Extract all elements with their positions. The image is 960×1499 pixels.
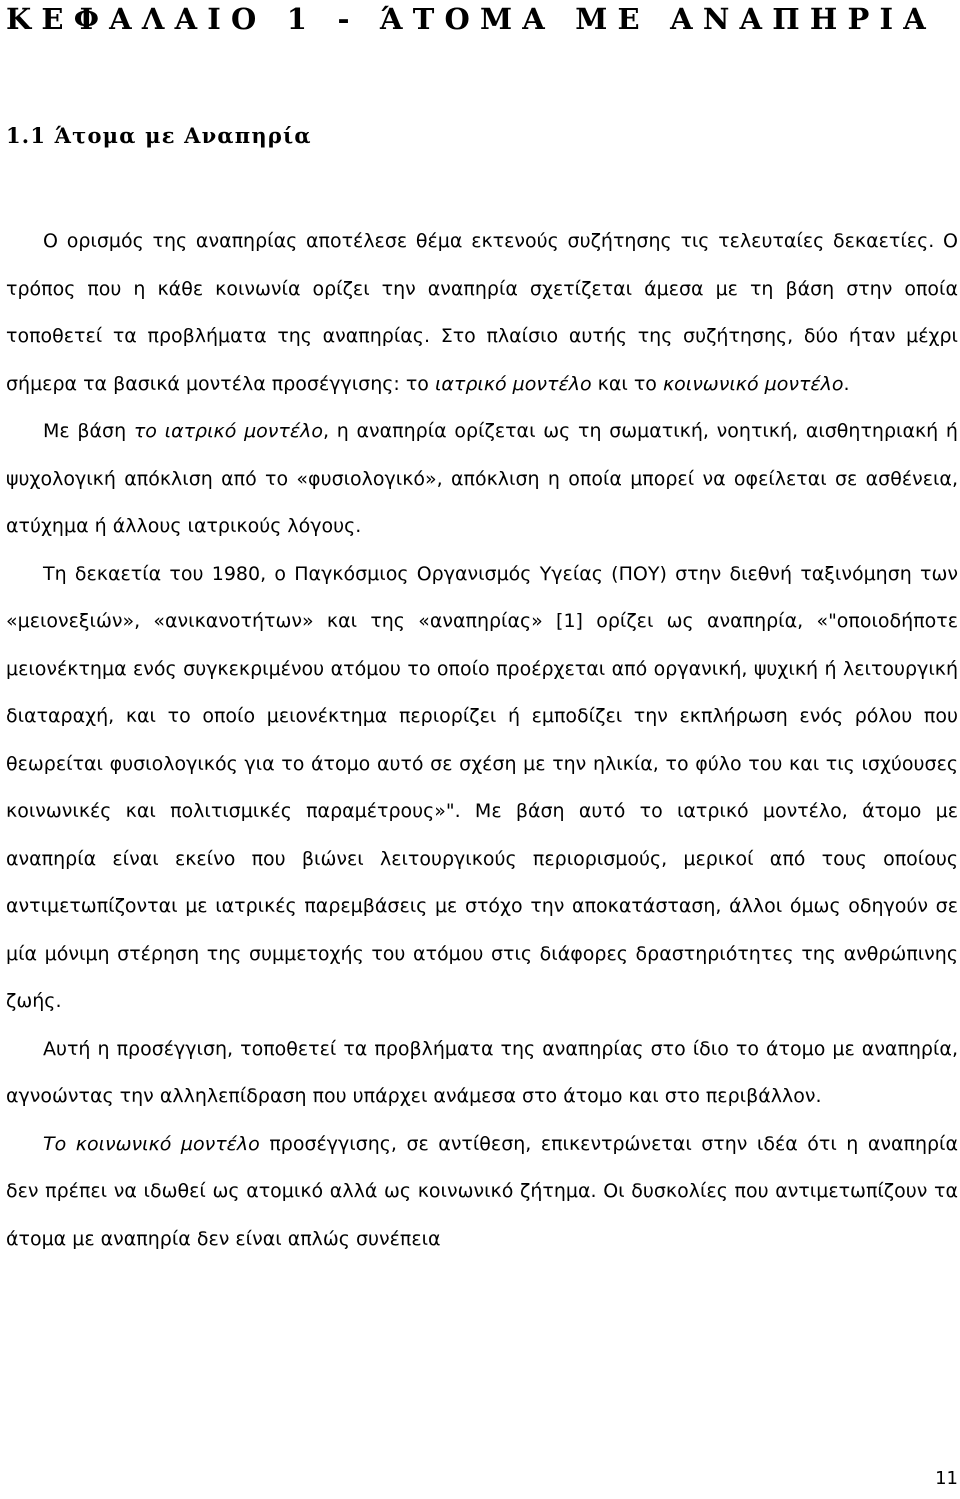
paragraph-medical-model: [6, 408, 958, 551]
italic-term-social-model: κοινωνικό μοντέλο: [662, 372, 844, 395]
text-run: Τη δεκαετία του 1980, ο Παγκόσμιος Οργανισμός Υγείας (ΠΟΥ) στην διεθνή ταξινόμηση των «μειονεξιών», «ανικανοτήτων» και της «αναπηρίας» [1] ορίζει ως αναπηρία, «"οποιοδήποτε μειονέκτημα ενός συγκεκριμένου ατόμου το οποίο προέρχεται από οργανική, ψυχική ή λειτουργική διαταραχή, και το οποίο μειονέκτημα περιορίζει ή εμποδίζει την εκπλήρωση ενός ρόλου που θεωρείται φυσιολογικός για το άτομο αυτό σε σχέση με την ηλικία, το φύλο του και τις ισχύουσες κοινωνικές και πολιτισμικές παραμέτρους»". Με βάση αυτό το ιατρικό μοντέλο, άτομο με αναπηρία είναι εκείνο που βιώνει λειτουργικούς περιορισμούς, μερικοί από τους οποίους αντιμετωπίζονται με ιατρικές παρεμβάσεις με στόχο την αποκατάσταση, άλλοι όμως οδηγούν σε μία μόνιμη στέρηση της συμμετοχής του ατόμου στις διάφορες δραστηριότητες της ανθρώπινης ζωής.: [6, 562, 958, 1012]
paragraph-approach: [6, 1026, 958, 1121]
paragraph-definition-intro: [6, 218, 958, 408]
paragraph-who-definition: [6, 551, 958, 1026]
italic-term-medical-model: το ιατρικό μοντέλο: [133, 420, 323, 442]
text-run: .: [843, 372, 850, 395]
italic-term-medical-model: ιατρικό μοντέλο: [434, 372, 592, 395]
text-run: Ο ορισμός της αναπηρίας αποτέλεσε θέμα εκτενούς συζήτησης τις τελευταίες δεκαετίες. Ο τρόπος που η κάθε κοινωνία ορίζει την αναπηρία σχετίζεται άμεσα με τη βάση στην οποία τοποθετεί τα προβλήματα της αναπηρίας. Στο πλαίσιο αυτής της συζήτησης, δύο ήταν μέχρι σήμερα τα βασικά μοντέλα προσέγγισης: το: [6, 230, 958, 395]
page-number: 11: [935, 1468, 958, 1489]
paragraph-social-model: [6, 1121, 958, 1264]
text-run: Με βάση: [43, 420, 134, 442]
italic-term-social-model: Το κοινωνικό μοντέλο: [43, 1132, 260, 1155]
text-run: Αυτή η προσέγγιση, τοποθετεί τα προβλήματα της αναπηρίας στο ίδιο το άτομο με αναπηρία, αγνοώντας την αλληλεπίδραση που υπάρχει ανάμεσα στο άτομο και στο περιβάλλον.: [6, 1037, 958, 1107]
text-run: προσέγγισης, σε αντίθεση, επικεντρώνεται στην ιδέα ότι η αναπηρία δεν πρέπει να ιδωθεί ως ατομικό αλλά ως κοινωνικό ζήτημα. Οι δυσκολίες που αντιμετωπίζουν τα άτομα με αναπηρία δεν είναι απλώς συνέπεια: [6, 1132, 958, 1250]
text-run: , η αναπηρία ορίζεται ως τη σωματική, νοητική, αισθητηριακή ή ψυχολογική απόκλιση από το «φυσιολογικό», απόκλιση η οποία μπορεί να οφείλεται σε ασθένεια, ατύχημα ή άλλους ιατρικούς λόγους.: [6, 420, 958, 537]
chapter-title: ΚΕΦΑΛΑΙΟ 1 - ΆΤΟΜΑ ΜΕ ΑΝΑΠΗΡΙΑ: [6, 2, 936, 36]
text-run: και το: [591, 372, 663, 395]
body-text: [6, 218, 958, 1263]
section-title: 1.1 Άτομα με Αναπηρία: [6, 123, 312, 148]
